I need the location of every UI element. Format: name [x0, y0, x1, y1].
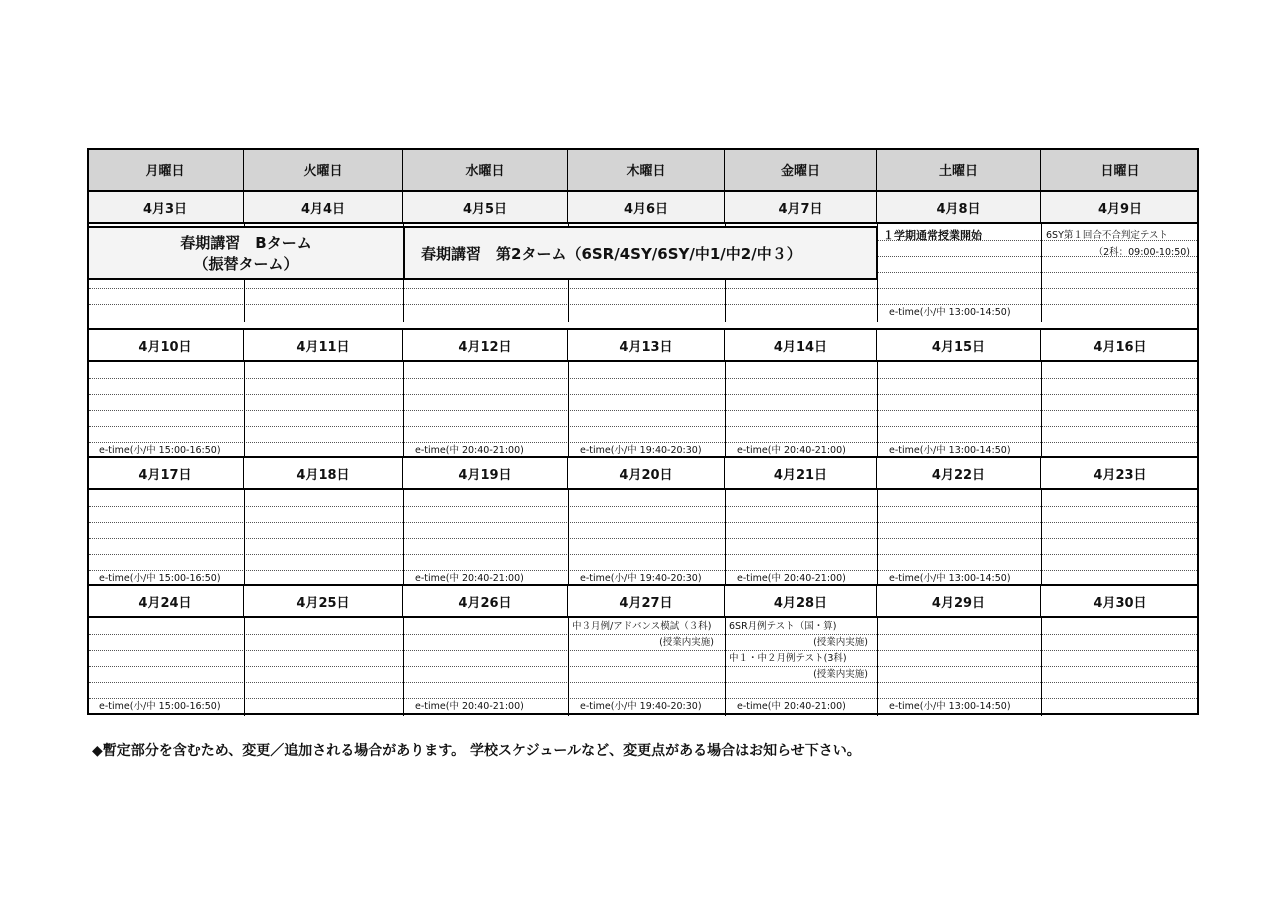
date-cell-fri: 4月14日 — [725, 330, 877, 362]
week-separator — [87, 328, 1199, 330]
slot-line — [89, 410, 1197, 411]
slot-line — [89, 304, 1197, 305]
event-6sy-exam: 6SY第１回合不合判定テスト — [1046, 230, 1168, 241]
date-cell-thu: 4月6日 — [568, 192, 725, 224]
event-first-term-start: １学期通常授業開始 — [883, 229, 982, 242]
b-term-title: 春期講習 Bターム — [180, 234, 312, 252]
date-cell-tue: 4月25日 — [244, 586, 403, 618]
etime-entry-sat: e-time(小/中 13:00-14:50) — [889, 445, 1011, 456]
etime-entry-wed: e-time(中 20:40-21:00) — [415, 701, 524, 712]
weekday-header-fri: 金曜日 — [725, 148, 877, 192]
date-cell-sat: 4月29日 — [877, 586, 1041, 618]
weekday-header-thu: 木曜日 — [568, 148, 725, 192]
week-separator — [87, 456, 1199, 458]
etime-entry-sat: e-time(小/中 13:00-14:50) — [889, 307, 1011, 318]
etime-entry-thu: e-time(小/中 19:40-20:30) — [580, 701, 702, 712]
weekday-header-tue: 火曜日 — [244, 148, 403, 192]
etime-entry-thu: e-time(小/中 19:40-20:30) — [580, 445, 702, 456]
date-cell-fri: 4月7日 — [725, 192, 877, 224]
date-cell-mon: 4月3日 — [87, 192, 244, 224]
slot-line — [89, 698, 1197, 699]
date-cell-fri: 4月21日 — [725, 458, 877, 490]
weekday-header-wed: 水曜日 — [403, 148, 568, 192]
slot-line — [89, 288, 1197, 289]
weekday-header-sat: 土曜日 — [877, 148, 1041, 192]
slot-line — [89, 506, 1197, 507]
slot-line — [89, 394, 1197, 395]
event-chu12-monthly-note: (授業内実施) — [813, 669, 868, 680]
date-cell-fri: 4月28日 — [725, 586, 877, 618]
slot-line — [89, 570, 1197, 571]
b-term-subtitle: （振替ターム） — [193, 255, 299, 273]
date-cell-thu: 4月13日 — [568, 330, 725, 362]
date-cell-wed: 4月5日 — [403, 192, 568, 224]
spring-course-b-term-banner — [87, 226, 405, 280]
event-chu3-monthly: 中３月例/アドバンス模試（３科) — [572, 621, 712, 632]
term-2-title: 春期講習 第2ターム（6SR/4SY/6SY/中1/中2/中３） — [421, 244, 802, 263]
etime-entry-fri: e-time(中 20:40-21:00) — [737, 701, 846, 712]
slot-line — [89, 378, 1197, 379]
etime-entry-wed: e-time(中 20:40-21:00) — [415, 445, 524, 456]
event-chu3-monthly-note: (授業内実施) — [659, 637, 714, 648]
date-cell-wed: 4月19日 — [403, 458, 568, 490]
slot-line — [89, 554, 1197, 555]
date-cell-sun: 4月23日 — [1041, 458, 1199, 490]
etime-entry-fri: e-time(中 20:40-21:00) — [737, 445, 846, 456]
date-cell-thu: 4月27日 — [568, 586, 725, 618]
etime-entry-mon: e-time(小/中 15:00-16:50) — [99, 445, 221, 456]
week-separator — [87, 584, 1199, 586]
date-cell-sat: 4月22日 — [877, 458, 1041, 490]
date-cell-tue: 4月18日 — [244, 458, 403, 490]
etime-entry-mon: e-time(小/中 15:00-16:50) — [99, 573, 221, 584]
slot-line — [89, 682, 1197, 683]
slot-line — [89, 538, 1197, 539]
etime-entry-mon: e-time(小/中 15:00-16:50) — [99, 701, 221, 712]
date-cell-mon: 4月17日 — [87, 458, 244, 490]
etime-entry-sat: e-time(小/中 13:00-14:50) — [889, 573, 1011, 584]
date-cell-sun: 4月30日 — [1041, 586, 1199, 618]
spring-course-term-2-banner — [403, 226, 878, 280]
event-chu12-monthly: 中１・中２月例テスト(3科) — [729, 653, 847, 664]
slot-line — [89, 634, 1197, 635]
slot-line — [89, 426, 1197, 427]
date-cell-tue: 4月11日 — [244, 330, 403, 362]
date-cell-sun: 4月9日 — [1041, 192, 1199, 224]
date-cell-sun: 4月16日 — [1041, 330, 1199, 362]
event-6sy-exam-time: （2科：09:00-10:50) — [1093, 247, 1190, 258]
date-cell-wed: 4月12日 — [403, 330, 568, 362]
slot-line — [89, 650, 1197, 651]
date-cell-mon: 4月24日 — [87, 586, 244, 618]
date-cell-wed: 4月26日 — [403, 586, 568, 618]
date-cell-sat: 4月15日 — [877, 330, 1041, 362]
weekday-header-mon: 月曜日 — [87, 148, 244, 192]
event-6sr-monthly-note: (授業内実施) — [813, 637, 868, 648]
etime-entry-fri: e-time(中 20:40-21:00) — [737, 573, 846, 584]
etime-entry-sat: e-time(小/中 13:00-14:50) — [889, 701, 1011, 712]
slot-line — [89, 442, 1197, 443]
etime-entry-wed: e-time(中 20:40-21:00) — [415, 573, 524, 584]
footnote: ◆暫定部分を含むため、変更／追加される場合があります。 学校スケジュールなど、変更点がある場合はお知らせ下さい。 — [92, 743, 861, 759]
etime-entry-thu: e-time(小/中 19:40-20:30) — [580, 573, 702, 584]
date-cell-thu: 4月20日 — [568, 458, 725, 490]
date-cell-tue: 4月4日 — [244, 192, 403, 224]
calendar-table — [87, 148, 1199, 715]
date-cell-mon: 4月10日 — [87, 330, 244, 362]
slot-line — [89, 522, 1197, 523]
weekday-header-sun: 日曜日 — [1041, 148, 1199, 192]
event-6sr-monthly: 6SR月例テスト（国・算) — [729, 621, 837, 632]
date-cell-sat: 4月8日 — [877, 192, 1041, 224]
slot-line — [89, 666, 1197, 667]
